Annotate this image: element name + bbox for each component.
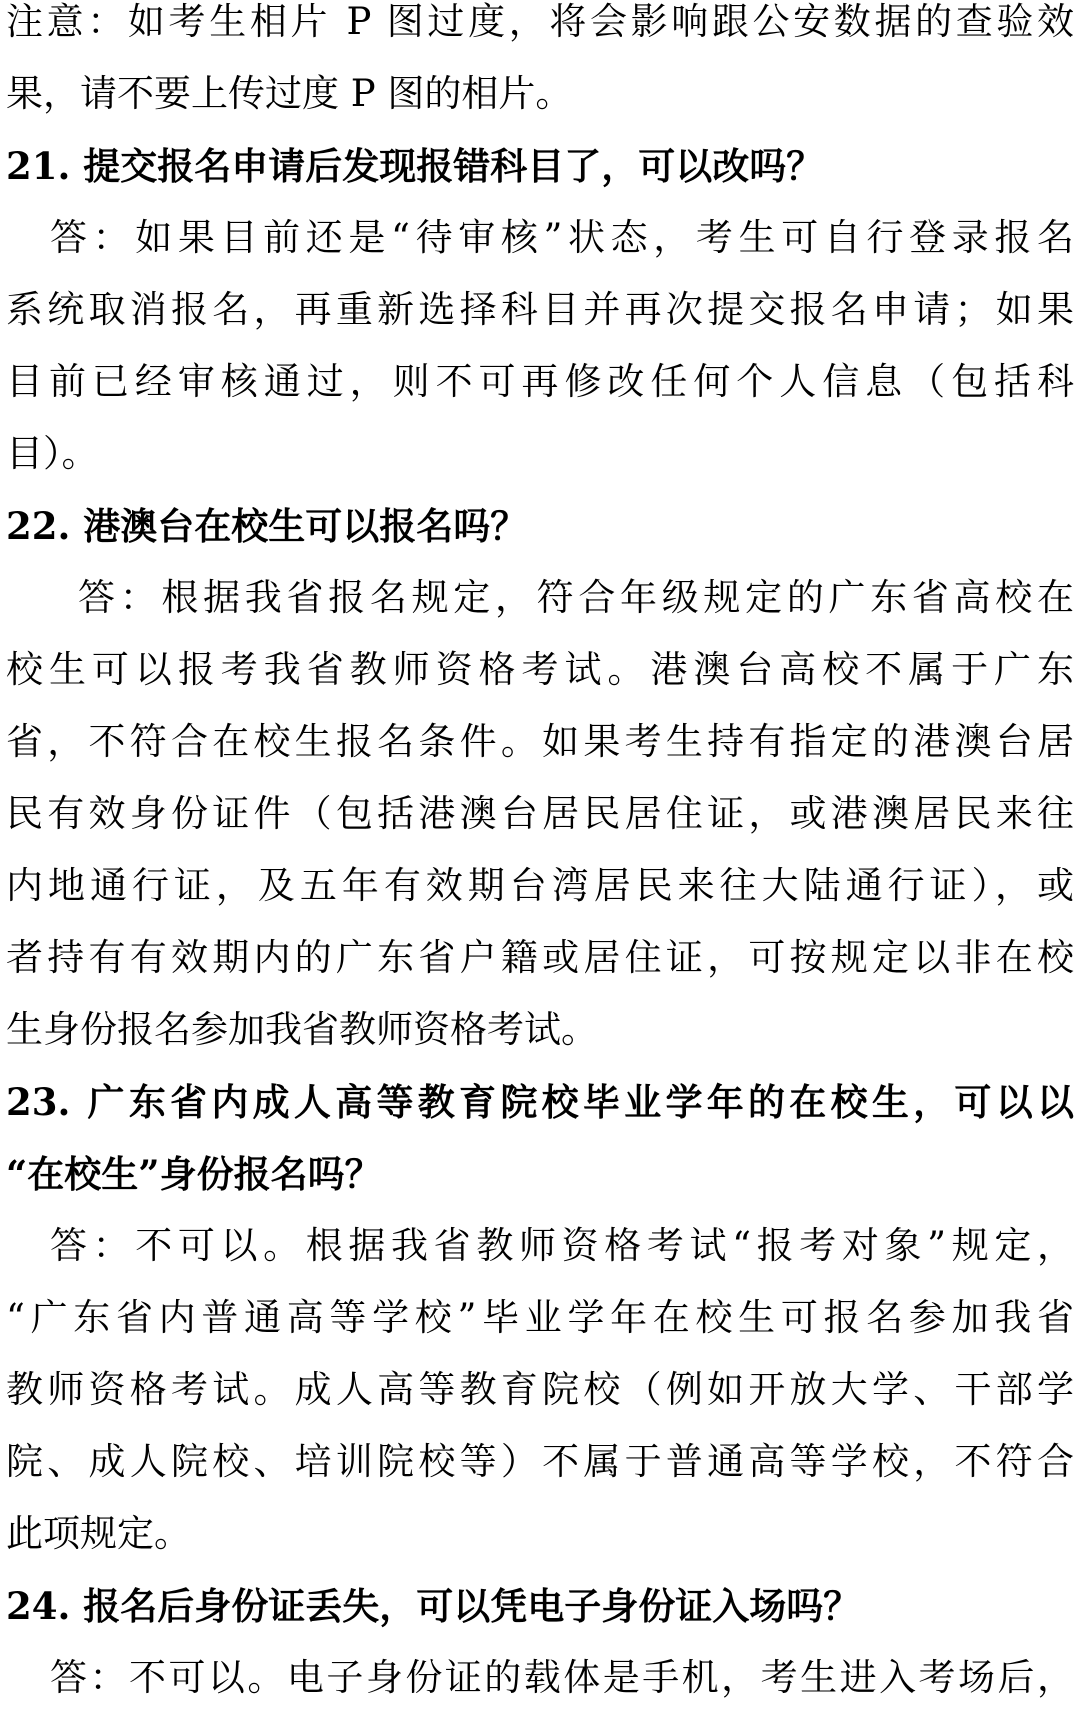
- paragraph-line: 校生可以报考我省教师资格考试。港澳台高校不属于广东: [6, 648, 1074, 691]
- question-heading: “在校生”身份报名吗？: [6, 1152, 382, 1196]
- paragraph-line: 生身份报名参加我省教师资格考试。: [6, 1008, 598, 1051]
- question-heading: 24. 报名后身份证丢失，可以凭电子身份证入场吗？: [6, 1584, 861, 1628]
- paragraph-line: 民有效身份证件（包括港澳台居民居住证，或港澳居民来往: [6, 792, 1074, 835]
- paragraph-line: 教师资格考试。成人高等教育院校（例如开放大学、干部学: [6, 1368, 1074, 1411]
- question-heading: 22. 港澳台在校生可以报名吗？: [6, 504, 528, 548]
- paragraph-line: 目）。: [6, 432, 99, 475]
- paragraph-line: 注意：如考生相片 P 图过度，将会影响跟公安数据的查验效: [6, 0, 1074, 43]
- answer-line: 答：根据我省报名规定，符合年级规定的广东省高校在: [78, 576, 1074, 619]
- paragraph-line: 内地通行证，及五年有效期台湾居民来往大陆通行证），或: [6, 864, 1074, 907]
- paragraph-line: 院、成人院校、培训院校等）不属于普通高等学校，不符合: [6, 1440, 1074, 1483]
- question-heading: 23. 广东省内成人高等教育院校毕业学年的在校生，可以以: [6, 1080, 1074, 1124]
- paragraph-line: “广东省内普通高等学校”毕业学年在校生可报名参加我省: [6, 1296, 1074, 1339]
- answer-line: 答：不可以。电子身份证的载体是手机，考生进入考场后，: [50, 1656, 1074, 1699]
- answer-line: 答：不可以。根据我省教师资格考试“报考对象”规定，: [50, 1224, 1074, 1267]
- paragraph-line: 此项规定。: [6, 1512, 191, 1555]
- paragraph-line: 果，请不要上传过度 P 图的相片。: [6, 72, 573, 115]
- paragraph-line: 目前已经审核通过，则不可再修改任何个人信息（包括科: [6, 360, 1074, 403]
- paragraph-line: 系统取消报名，再重新选择科目并再次提交报名申请；如果: [6, 288, 1074, 331]
- question-heading: 21. 提交报名申请后发现报错科目了，可以改吗？: [6, 144, 824, 188]
- paragraph-line: 者持有有效期内的广东省户籍或居住证，可按规定以非在校: [6, 936, 1074, 979]
- answer-line: 答：如果目前还是“待审核”状态，考生可自行登录报名: [50, 216, 1074, 259]
- paragraph-line: 省，不符合在校生报名条件。如果考生持有指定的港澳台居: [6, 720, 1074, 763]
